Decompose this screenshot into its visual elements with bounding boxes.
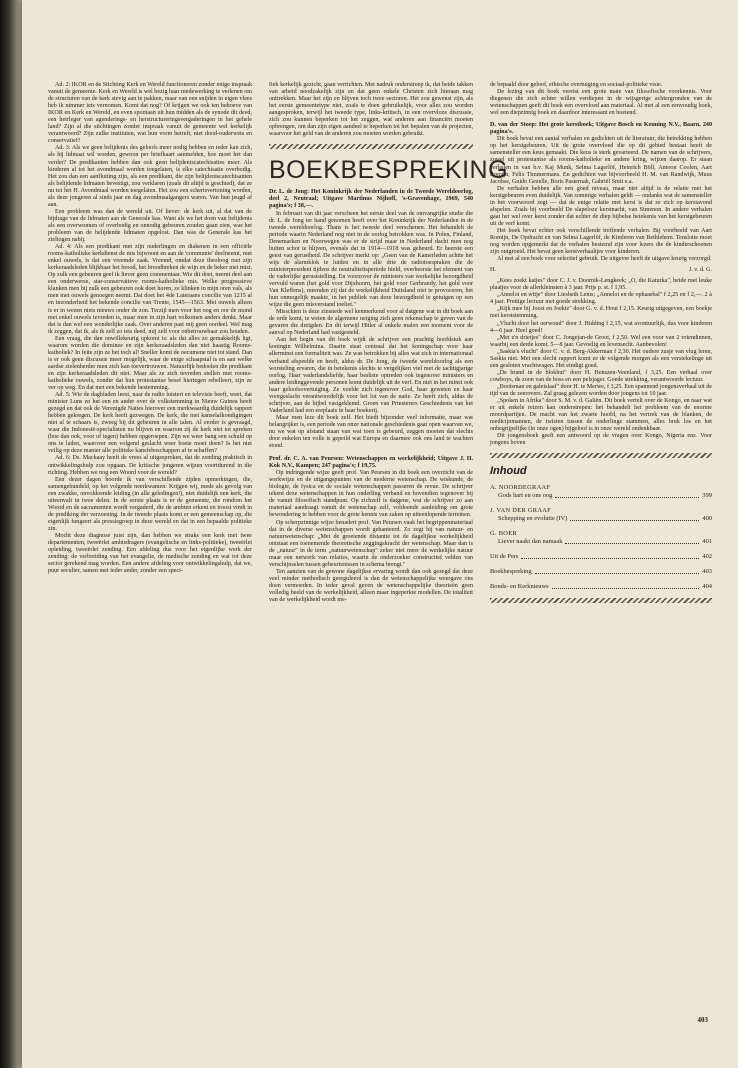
paragraph: Een vraag, die dan onwillekeurig opkomt is: als dat alles zo gemakkelijk ligt, waarom worden die domineе en zijn kerkeraadsleden dan niet haastig Rooms-katholiek? In feite zijn ze het toch al! Sneller komt de oecumene niet tot stand. Dan is er ook geen discussie meer mogelijk, waar de enige schaapstal is en aan welke aardse zielenherder men zich kan toevertrouwen. Natuurlijk bedoelen die predikant en zijn kerkeraadsleden dit niet. Maar als ze zich tevreden stellen met rooms-katholieke ouwels, zonder dat hun protestantse besef hiertegen rebelleert, zijn ze ver op weg. En dat met een bekende bestemming. [48,335,252,392]
toc-line [490,515,712,523]
paragraph: De lezing van dit boek vereist een grote mate van filosofische voorkennis. Voor diegenen die zich echter willen verdiepen in de wijsgerige achtergronden van de wetenschappen geeft dit boek een overvloed aan materiaal. Al met al een eenvoudig boek, wel een diepzinnig boek en daardoor interessant en boeiend. [490,89,712,117]
book-note: „Saskia's vlucht" door C. v. d. Berg-Akkerman f 2,30. Het oudere zusje van vlug leren, Saskia niet. Met een slecht rapport komt ze de volgende morgen als een verstekelinge uit een gesloten vrachtwagen. Het eindigt goed. [490,348,712,369]
paragraph: Op indringende wijze geeft prof. Van Peursen in dit boek een overzicht van de werkwijze en de uitgangspunten van de moderne wetenschap. De wiskunde, de biologie, de fysica en de sociale wetenschappen passeren de revue. De schrijver tekent deze wetenschappen in hun onderling verband en bovendien tegenover bij de vanuit filosofisch standpunt. Op zichzelf is datgene, wat de schrijver zo aan materiaal aandraagt vanuit de wetenschap zelf, voldoende aanleiding om grote bewondering te hebben voor de grote kennis van zaken op uiteenlopende terreinen. [269,470,473,519]
signature-initials: J. v. d. G. [688,267,712,274]
toc-line [490,492,712,500]
paragraph: Ad. 4: Als een predikant met zijn ouderlingen en diakenen in een officiële rooms-katholieke kerkdienst de mis bijwoont en aan de 'communie' deelneemt, met enkel ouwels, is dat een vreemde zaak. Vreemd, omdat deze theoloog met zijn kerkeraadsleden blijkbaar het brood, het broodbreken de wijn en de beker niet mist. Op zulk een gebeuren geef ik liever geen commentaar. Wie dit doet, neemt deel aan een onderwerse, star-conservatieve rooms-katholieke mis. Welke progressieve klanken men bij zulk een gebeuren ook doet horen, ze klinken in mijn oren vals, als men met ouwels genoegen neemt. Dat doet het 4de Lateraans concilie van 1215 al en inzonderheid het bekende concilie van Trente, 1545—1563. Met ouwels alleen is er in wezen niets nieuws onder de zon. Terzijl men voor het oog en oor de mond met enkel ouwels tevreden is, maar men in zijn hart volkomen anders denkt. Maar dat is dan wel een wonderlijke zaak. Over anderen past mij geen oordeel. Wel mag ik zeggen, dat ik, als ik zelf zo iets deed, mij zelf voor onbetrouwbaar zou houden. [48,244,252,335]
wave-divider [490,453,712,458]
toc-entry-title: Gods hart en ons oog [498,492,553,500]
toc-entry [490,553,712,561]
book-note: „Kijk mee bij Joost en Joekie" door G. v. d. Hout f 2,15. Keurig uitgegeven, een boekje met kerststemming. [490,306,712,320]
column-right [490,82,712,1028]
paragraph: Maar men leze dit boek zelf. Het biedt bijzonder veel informatie, maar wat belangrijker is, een periode van onze nationale geschiedenis gaat open waarvan we, nu we wat op afstand staan van wat toen is gebeurd, zeggen moeten dat slechts door enkelen ten volle is gepeild wat Europa en daarmee ook ons land te wachten stond. [269,414,473,450]
review-title: Dr. L. de Jong: Het Koninkrijk der Nederlanden in de Tweede Wereldoorlog, deel 2, Neutraal; Uitgave Martinus Nijhoff, 's-Gravenhage, 1969, 540 pagina's; f 38,—. [269,189,473,210]
paragraph: Op scherpzinnige wijze benadert prof. Van Peursen vaak het begrippenmateriaal dat in de diverse wetenschappen wordt gehanteerd. Zo zegt hij van natuur- en natuurwetenschap: „Met de groeiende distantie tot de dagelijkse werkelijkheid ontstaat een toenemende theoretische zeggingskracht der wetenschap. Maar dan is de „natuur" in de term „natuurwetenschap" zeker niet meer de werkelijke natuur maar een netwerk van relaties, waarin de onderzoeker constructief velden van verschijnselen tussen gebeurtenissen in schema brengt." [269,519,473,568]
book-note: Dit jongensboek geeft een antwoord op de vragen over Kongo, Nigeria enz. Voor jongens boven [490,433,712,447]
toc-entry-title: Uit de Pers [490,553,519,561]
toc-line [490,553,712,561]
paragraph: Aan het begin van dit boek wijdt de schrijver een prachtig hoofdstuk aan koningin Wilhelmina. Daarin staat centraal dat het koningschap voor haar allerminst een formaliteit was. Ze was betrokken bij alles wat zich in internationaal verband afspeelde en heeft, aldus dr. De Jong, de tweede wereldoorlog als een worsteling ervaren, die in betekenis slechts te vergelijken viel met de tachtigjarige oorlog. Haar vaderlandsliefde, haar besliste optreden ook tegenover ministers en andere leidinggevende personen komt duidelijk uit de verf. En niet in het minst ook haar geloofsovertuiging. Ze voelde zich tegenover God, haar geweten en haar voorgeslacht verantwoordelijk voor het lot van de natie. Ze heeft zich, aldus de schrijver, aan de bijbel vastgeklemd. Groen van Prinsterers Geschiedenis van het Vaderland had een ereplaats in haar boekerij. [269,337,473,414]
children-books-list [490,278,712,447]
toc-entry [490,507,712,523]
paragraph: Mocht deze diagnose juist zijn, dan hebben we straks een kerk met twee departementen, tweeërlei ambtsdragers (evangelische en links-politieke), tweeërlei opleiding, tweeërlei zending. Een afdeling dus voor het eigenlijke werk der zending: de verbreiding van het evangelie, de medische zending en wat tot deze sector gerekend mag worden. Een andere afdeling voor ontwikkelingshulp, dat we, puur seculier, samen met ieder ander, zonder een speci- [48,533,252,575]
toc-entry [490,568,712,576]
book-note: „De brand in de blokhut" door H. Henszen-Veenland, f 3,25. Een verhaal over cowboys, de zoon van de boss en een pelsjager. Goede strekking, verantwoorde lectuur. [490,369,712,383]
toc-entry-title: Boekbespreking [490,568,532,576]
toc-author: J. VAN DER GRAAF [490,507,552,515]
toc-page-number: 403 [702,568,712,576]
review-body [269,211,473,451]
book-note: „Kees zoekt katjes" door C. J. v. Doornik-Lengkeek; „O, die Katurka", beide met leuke plaatjes voor de allerkleinsten à 3 jaar. Prijs p. st. f 1,95. [490,278,712,292]
paragraph: Ad. 6: Ds. Mackaay heeft de vrees al uitgesproken, dat de zending praktisch in ontwikkelingshulp zou opgaan. De kritische jongeren wijzen voortdurend in die richting. Hebben we nog een Woord voor de wereld? [48,455,252,476]
toc-leader [555,497,699,498]
toc-leader [552,588,700,589]
paragraph: Dit boek bevat een aantal verhalen en gedichten uit de literatuur, die betrekking hebben op het kerstgebeuren. Uit de grote overvloed die op dit gebied bestaat heeft de samensteller een keus gemaakt. Die keus is sterk gevarieerd. De namen van de schrijvers, zowel uit protestantse als rooms-katholieke en andere kring, wijzen daarop. Er staan verhalen in van b.v. Kaj Munk, Selma Lagerlöf, Heinrich Böll, Antoon Coolen, Aart Romijn, Felix Timmermans. En gedichten van bijvoorbeeld H. M. van Randwijk, Muus Jacobse, Guido Gezelle, Boris Pasternak, Gabriël Smit e.a. [490,136,712,185]
review-title: Prof. dr. C. A. van Peursen: Wetenschappen en werkelijkheid; Uitgave J. H. Kok N.V., Kampen; 247 pagina's; f 19,75. [269,456,473,470]
toc-page-number: 400 [702,515,712,523]
paragraph: Ad. 3: Als we geen belijdenis des geloofs meer nodig hebben en ieder kan zich, als hij lidmaat wil worden, gewoon per briefkaart aanmelden, hoe moet het dan verder? De predikanten hebben dan ook geen belijdeniscatechisaties meer. Als kinderen al tot het avondmaal worden toegelaten, is elke catechisatie overbodig. Het zou dan een aanfluiting zijn, als een predikant, die zijn belijdeniscatechisanten als belijdende lidmaten bevestigt, zou verklaren (zoals dit altijd is geschied), dat ze nu tot het H. Avondmaal worden toegelaten. Het zou een schertsvertoning worden, als deze jongeren al sinds jaar en dag avondmaalgangers waren. Van hun jeugd af aan. [48,145,252,208]
paragraph: Een dezer dagen hoorde ik van verschillende zijden opmerkingen, die, samengebundeld, op het volgende neerkwamen: Krijgen wij, mede als gevolg van een zwakke, onvoldoende leiding (in alle geledingen!), niet duidelijk een kerk, die uiteenvalt in twee delen. In de eerste plaats is er de gemeente, die rondom het Woord en de sacramenten wordt vergaderd, die de ambten erkent en troost vindt in de prediking der verzoening. In de tweede plaats komt er een gemeenschap op, die eigenlijk fungeert als pressiegroep in deze wereld en dat in een bepaalde politieke zin. [48,476,252,532]
wave-divider [490,598,712,603]
toc-page-number: 401 [702,538,712,546]
paragraph: Ad. 2: IKOR en de Stichting Kerk en Wereld functioneren zonder enige inspraak vanuit de gemeente. Kerk en Wereld is wel bezig haar medewerking te verlenen om de structuren van de kerk stevig aan te pakken, maar van een snijden in eigen vlees heb ik nimmer iets vernomen. Komt dat nog? Of krijgen we ook ten behoeve van IKOR en Kerk en Wereld, en even spontaan uit hun midden als de synode dit deed, een heirleger van agenderings- en herstructureringsvergaderingen in het gehele land? Zijn al die stichtingen zonder inspraak vanuit de gemeente wel kerkelijk verantwoord? Zijn zulke instituten, wat hun vorm betreft, niet dood-ouderwets en conservatief? [48,82,252,145]
toc-entry-title: Bonds- en Kerknieuws [490,583,549,591]
book-note: „Anneloi en witje" door Liesbeth Lems; „Anneloi en de ophaasbal" f 2,25 en f 2,—. 2 à 4 jaar. Prettige lectuur met goede strekking. [490,292,712,306]
toc-line [490,568,712,576]
paragraph: Het boek bevat echter ook verschillende treffende verhalen. Bij voorbeeld van Aart Romijn, De Opdracht en van Selma Lagerlöf, de Kinderen van Bethlehem. Tenslotte moet nog worden opgemerkt dat de verhalen bestemd zijn voor lezers die de kinderschoenen zijn ontgroeid. Het bevat geen kerstverhaaltjes voor kinderen. [490,227,712,256]
toc-page-number: 402 [702,553,712,561]
paragraph: Ten aanzien van de gewone dagelijkse ervaring wordt dan ook gezegd dat deze veel minder methodisch gereguleerd is dan de wetenschappelijke weergave ons doen vermoeden. In ieder geval geven de wetenschappelijke theorieën geen volledig beeld van de werkelijkheid, alleen maar ingeperkte modellen. De totaliteit van de werkelijkheid wordt me- [269,568,473,604]
toc-leader [565,543,699,544]
toc-line [490,583,712,591]
toc-entry-title: Liever naakt dan namaak [498,538,563,546]
toc-entry [490,484,712,500]
toc-entry-title: Schepping en evolutie (IV) [498,515,568,523]
magazine-page [22,0,738,1068]
section-heading: BOEKBESPREKING [269,156,509,185]
review-body [490,136,712,263]
book-note: „Met z'n drietjes" door C. Jongejan-de Groot, f 2,50. Wel een voor van 2 vriendinnen, waarbij een derde komt. 5—8 jaar. Gevoelig en levensecht. Aanbevolen! [490,334,712,348]
toc-author: A. NOORDEGRAAF [490,484,551,492]
review-body [269,470,473,604]
paragraph: In februari van dit jaar verscheen het eerste deel van de omvangrijke studie die dr. L. de Jong ter hand genomen heeft over het Koninkrijk der Nederlanden in de tweede wereldoorlog. Thans is het tweede deel verschenen. Het behandelt de periode waarin Nederland nog niet in de oorlog betrokken was. In Polen, Finland, Denemarken en Noorwegen was er de strijd maar in Nederland dacht men nog buiten schot te blijven, evenals dat in 1914—1918 was gebeurd. Er heerste een geest van gerustheid. De schrijver merkt op: „Geen van de Kamerleden achtte het wijs de alarmklok te luiden en in alle drie de radiotoespraken die de ministerpresident tijdens de neutraliteitsperiode hield, overheerste het element van de vaderlijke geruststelling. En voorzover de ministers van werkelijke bezorgdheid vervuld waren (het gold voor Dijxhoorn, het gold voor Gerbrandy, het gold voor Van Kleffens), meenden zij dat de werkelijkheid Duitsland niet te provoceren, het hun onmogelijk maakte, in het publiek van deze bezorgdheid te getuigen op een wijze die geen misverstand toeliet." [269,210,473,309]
page-number: 403 [697,1016,708,1024]
review-body [490,89,712,117]
toc-line [490,538,712,546]
review-signature [490,267,712,274]
toc-author: G. BOER [490,530,517,538]
article-continuation: fiek kerkelijk gezicht, gaan verrichten. Met nadruk onderstreep ik, dat beide takken van arbeid noodzakelijk zijn en dat geen enkele Christen zich hieraan mag onttrekken. Maar het zijn en blijven toch twee sectoren. Het zou gewenst zijn, als het eerste gemeentetype niet, zoals te doen gebruikelijk, voor alles zou worden aangesproken, terwijl het tweede type, links-kritisch, in een overvloze discussie, zich zou kunnen beperken tot het zeggen, wat anderen aan financiën moeten opbrengen, om dan zijn eigen aandeel te beperken tot het bepalen van de projecten, waarvoor het geld van de anderen zou moeten worden gebruikt. [269,82,473,138]
toc-entry [490,583,712,591]
paragraph: Al met al een boek voor selectief gebruik. De uitgever heeft de uitgave keurig verzorgd. [497,256,712,263]
review-title: D. van der Stoep: Het grote kerstboek; Uitgave Bosch en Keuning N.V., Baarn, 240 pagina's. [490,122,712,136]
toc-page-number: 399 [702,492,712,500]
toc-page-number: 404 [702,583,712,591]
paragraph: Ad. 5: Wie de dagbladen leest, naar de radio luistert en televisie beeft, weet, dat minister Luns zo het een en ander over de volkstemming in Nieuw Guinea heeft gezegd en dat ook de Verenigde Naties hierover een merkwaardig duidelijk rapport hebben gekregen. De kerk heeft gezwegen. De kerk, die met kanselafkondigingen niet al te schaars is, zweeg bij dit gebeuren in alle talen. Al eerder is gevraagd, waar die Indonesië-specialisten nu blijven en waarom zij de kerk niet tot spreken (hoe dan ook, voor of tegen) hebben opgeroepen. Zijn we weer bang een schuld op ons te laden, waarover een volgend geslacht weer boete moet doen? Is het niet veilig op deze manier alle politieke kansfeboschappen af te schaffen? [48,392,252,455]
signature-initial: H. [490,267,496,274]
toc-leader [570,520,699,521]
book-note: „Bootsman en galeislaaf" door H. te Merwe, f 3,25. Een spannend jongensverhaal uit de tijd van de zeerovers. Zal graag gelezen worden door jongens tot 10 jaar. [490,383,712,397]
book-note: „Spoken in Afrika" door S. M. v. d. Galiën. Dit boek vertelt over de Kongo, en naar wat er uit enkele reizen kan onderstrepen: het behandelt het probleem van de enorme moordpartijen. De macht van het zwarte hoofd, na het vertrek van de blanken, de medicijnmannen, de twisten tussen de onderlinge stammen, alles bruk los en het onbegrijpelijke (in onze ogen) bijgeloof is in onze wereld ondenkbaar. [490,398,712,433]
binding-edge [0,0,22,1068]
paragraph: Misschien is deze zinsnede wel kenmerkend voor al datgene wat in dit boek aan de orde komt, te weten de algemene neiging zich geen rekenschap te geven van de gevaren die dreigden. En dit terwijl Hitler al enkele malen een moment voor de aanval op Nederland had vastgesteld. [269,309,473,337]
toc-leader [521,558,699,559]
book-note: „Vlucht door het oerwoud" door J. Hidding f 2,15, wat avontuurlijk, dus voor kinderen 4—6 jaar. Heel goed! [490,320,712,334]
paragraph: Een probleem was dan de wereld uit. Of liever: de kerk uit, al dat van de bijdrage van de lidmaten aan de Generale kas. Want als we het doen van belijdenis als een overwonnen of overbodig en onnodig gebeuren zouden gaan zien, was het probleem van de belijdende lidmaten opgelost. Dan was de Generale kas het zieltogen nabij. [48,208,252,244]
table-of-contents [490,484,712,591]
wave-divider [269,144,473,149]
column-left [48,82,252,1028]
toc-title: Inhoud [490,465,527,478]
review-continuation: de bepaald door geloof, ethische overtuiging en sociaal-politieke visie. [490,82,663,88]
paragraph: De verhalen hebben alle een goed niveau, maar niet altijd is de relatie met het kerstgebeuren even duidelijk. Van sommige verhalen geldt — ondanks wat de samensteller in het voorwoord zegt — dat de enige relatie met kerst is dat ze zich op kerstavond afspelen. Zoals bij voorbeeld De slapeloze kerstnacht, van Simenon. In andere verhalen gaat het wel over kerst zonder dat echter de diep bijbelse betekenis van het kerstgebeuren uit de verf komt. [490,185,712,227]
toc-entry [490,530,712,546]
toc-leader [535,573,700,574]
